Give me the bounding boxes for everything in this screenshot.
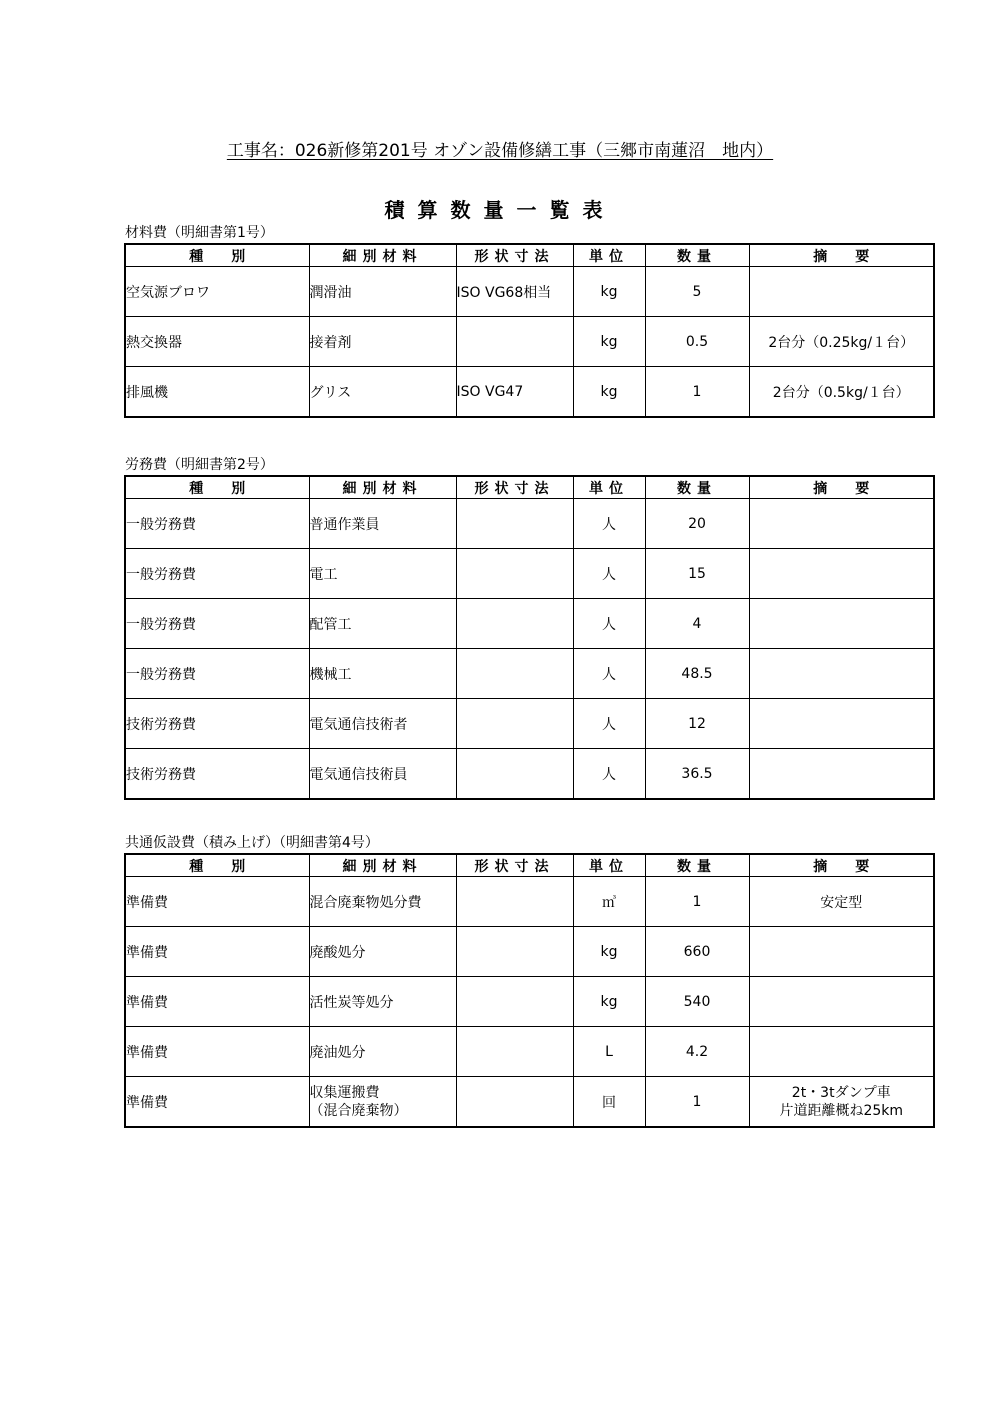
cell-remarks [749, 1077, 934, 1128]
cell-kind: 準備費 [125, 1027, 309, 1077]
cell-qty: 4.2 [645, 1027, 749, 1077]
header-kind: 種 別 [125, 854, 309, 877]
header-material: 細別材料 [309, 476, 456, 499]
table-header-row [125, 854, 934, 877]
table-row [125, 1077, 934, 1128]
document-title: 積算数量一覧表 [384, 198, 616, 222]
cell-kind: 一般労務費 [125, 599, 309, 649]
cell-remarks [749, 499, 934, 549]
cell-qty: 540 [645, 977, 749, 1027]
cell-unit: 回 [573, 1077, 645, 1128]
table-row [125, 749, 934, 800]
cell-qty: 1 [645, 877, 749, 927]
cell-kind: 空気源ブロワ [125, 267, 309, 317]
cell-material: 混合廃棄物処分費 [309, 877, 456, 927]
cell-remarks-line1: 2t・3tダンプ車 [791, 1084, 891, 1101]
cell-unit: kg [573, 927, 645, 977]
cell-shape [456, 599, 573, 649]
table-row [125, 699, 934, 749]
cell-qty: 1 [645, 367, 749, 418]
table-row [125, 599, 934, 649]
header-material: 細別材料 [309, 244, 456, 267]
cell-material: 電気通信技術員 [309, 749, 456, 800]
header-unit: 単位 [573, 244, 645, 267]
cell-material [309, 1077, 456, 1128]
cell-material: 廃油処分 [309, 1027, 456, 1077]
cell-qty: 12 [645, 699, 749, 749]
header-kind: 種 別 [125, 244, 309, 267]
header-shape: 形状寸法 [456, 854, 573, 877]
cell-unit: 人 [573, 699, 645, 749]
cell-material: 機械工 [309, 649, 456, 699]
cell-remarks: 2台分（0.25kg/１台） [749, 317, 934, 367]
cell-qty: 48.5 [645, 649, 749, 699]
cell-material-line1: 収集運搬費 [309, 1084, 380, 1101]
cell-material: グリス [309, 367, 456, 418]
cell-remarks [749, 749, 934, 800]
cell-unit: ㎥ [573, 877, 645, 927]
cell-qty: 0.5 [645, 317, 749, 367]
cell-remarks [749, 267, 934, 317]
header-qty: 数量 [645, 244, 749, 267]
cell-unit: 人 [573, 499, 645, 549]
cell-material: 接着剤 [309, 317, 456, 367]
cell-material: 潤滑油 [309, 267, 456, 317]
cell-unit: kg [573, 977, 645, 1027]
header-shape: 形状寸法 [456, 476, 573, 499]
cell-unit: kg [573, 317, 645, 367]
table-row [125, 927, 934, 977]
header-unit: 単位 [573, 854, 645, 877]
header-remarks: 摘 要 [749, 476, 934, 499]
cell-kind: 一般労務費 [125, 649, 309, 699]
cell-remarks [749, 549, 934, 599]
table-row [125, 549, 934, 599]
table-row [125, 317, 934, 367]
cell-remarks [749, 1027, 934, 1077]
cell-kind: 準備費 [125, 927, 309, 977]
cell-remarks [749, 977, 934, 1027]
header-qty: 数量 [645, 854, 749, 877]
cell-shape [456, 1027, 573, 1077]
cell-kind: 準備費 [125, 977, 309, 1027]
header-remarks: 摘 要 [749, 854, 934, 877]
header-material: 細別材料 [309, 854, 456, 877]
cell-qty: 1 [645, 1077, 749, 1128]
cell-qty: 5 [645, 267, 749, 317]
cell-shape [456, 749, 573, 800]
cell-material: 普通作業員 [309, 499, 456, 549]
cell-unit: kg [573, 367, 645, 418]
cell-remarks: 2台分（0.5kg/１台） [749, 367, 934, 418]
table-row [125, 649, 934, 699]
header-shape: 形状寸法 [456, 244, 573, 267]
materials-table [124, 243, 935, 418]
cell-qty: 36.5 [645, 749, 749, 800]
cell-remarks [749, 927, 934, 977]
cell-shape [456, 317, 573, 367]
table-row [125, 367, 934, 418]
table-header-row [125, 476, 934, 499]
cell-kind: 一般労務費 [125, 499, 309, 549]
table-row [125, 499, 934, 549]
cell-material: 活性炭等処分 [309, 977, 456, 1027]
cell-kind: 技術労務費 [125, 699, 309, 749]
cell-shape: ISO VG47 [456, 367, 573, 418]
cell-shape [456, 649, 573, 699]
cell-kind: 熱交換器 [125, 317, 309, 367]
labor-table [124, 475, 935, 800]
cell-qty: 660 [645, 927, 749, 977]
cell-unit: kg [573, 267, 645, 317]
project-title: 工事名：026新修第201号 オゾン設備修繕工事（三郷市南蓮沼 地内） [226, 141, 774, 161]
cell-remarks [749, 699, 934, 749]
cell-shape [456, 1077, 573, 1128]
cell-kind: 準備費 [125, 877, 309, 927]
cell-material: 配管工 [309, 599, 456, 649]
cell-remarks [749, 649, 934, 699]
cell-unit: 人 [573, 649, 645, 699]
cell-shape [456, 499, 573, 549]
temporary-table [124, 853, 935, 1128]
cell-remarks: 安定型 [749, 877, 934, 927]
cell-material-line2: （混合廃棄物） [309, 1102, 408, 1119]
section-label-temporary: 共通仮設費（積み上げ）（明細書第4号） [125, 835, 379, 851]
cell-shape [456, 877, 573, 927]
header-remarks: 摘 要 [749, 244, 934, 267]
cell-unit: 人 [573, 749, 645, 800]
cell-qty: 20 [645, 499, 749, 549]
cell-qty: 4 [645, 599, 749, 649]
cell-shape [456, 699, 573, 749]
cell-kind: 排風機 [125, 367, 309, 418]
cell-material: 電工 [309, 549, 456, 599]
table-header-row [125, 244, 934, 267]
table-row [125, 267, 934, 317]
section-label-materials: 材料費（明細書第1号） [125, 225, 274, 241]
cell-material: 電気通信技術者 [309, 699, 456, 749]
cell-shape [456, 977, 573, 1027]
section-label-labor: 労務費（明細書第2号） [125, 457, 274, 473]
cell-unit: L [573, 1027, 645, 1077]
cell-unit: 人 [573, 599, 645, 649]
cell-shape: ISO VG68相当 [456, 267, 573, 317]
cell-shape [456, 549, 573, 599]
cell-remarks-line2: 片道距離概ね25km [779, 1102, 904, 1119]
cell-kind: 一般労務費 [125, 549, 309, 599]
header-qty: 数量 [645, 476, 749, 499]
table-row [125, 977, 934, 1027]
cell-material: 廃酸処分 [309, 927, 456, 977]
cell-unit: 人 [573, 549, 645, 599]
cell-remarks [749, 599, 934, 649]
cell-shape [456, 927, 573, 977]
cell-qty: 15 [645, 549, 749, 599]
header-kind: 種 別 [125, 476, 309, 499]
table-row [125, 877, 934, 927]
cell-kind: 技術労務費 [125, 749, 309, 800]
table-row [125, 1027, 934, 1077]
header-unit: 単位 [573, 476, 645, 499]
cell-kind: 準備費 [125, 1077, 309, 1128]
